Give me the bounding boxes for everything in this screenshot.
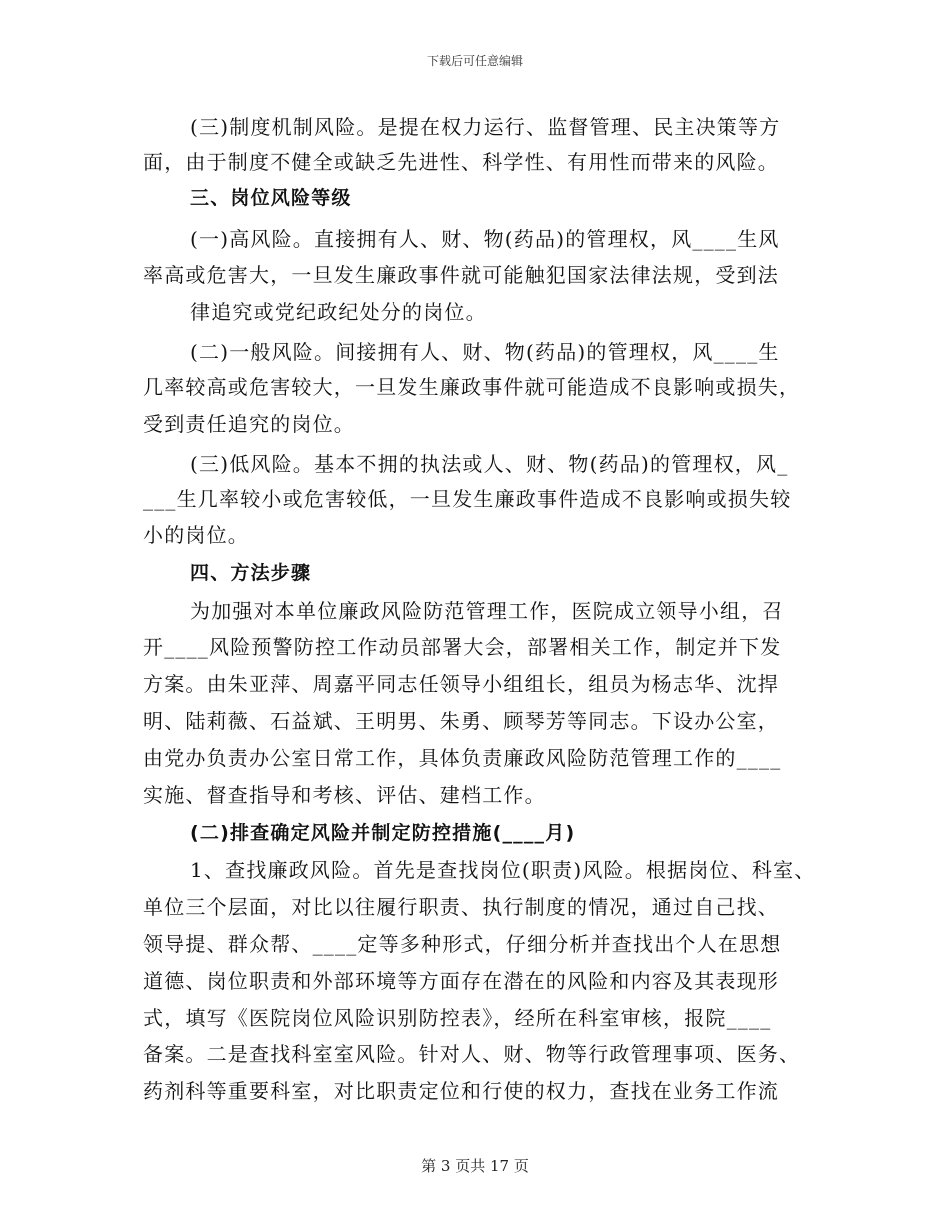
text-line: 明、陆莉薇、石益斌、王明男、朱勇、顾琴芳等同志。下设办公室， [143,709,779,733]
text-line: ___生几率较小或危害较低，一旦发生廉政事件造成不良影响或损失较 [143,487,792,511]
text-line: 为加强对本单位廉政风险防范管理工作，医院成立领导小组，召 [190,599,784,623]
text-line: 单位三个层面，对比以往履行职责、执行制度的情况，通过自己找、 [143,895,779,919]
text-line: 面，由于制度不健全或缺乏先进性、科学性、有用性而带来的风险。 [143,150,779,174]
text-line: 率高或危害大，一旦发生廉政事件就可能触犯国家法律法规，受到法 [143,263,779,287]
text-line: 领导提、群众帮、____定等多种形式，仔细分析并查找出个人在思想 [143,932,782,956]
text-line: 方案。由朱亚萍、周嘉平同志任领导小组组长，组员为杨志华、沈捍 [143,672,779,696]
text-line: 律追究或党纪政纪处分的岗位。 [190,300,487,324]
text-line: 几率较高或危害较大，一旦发生廉政事件就可能造成不良影响或损失， [143,375,801,399]
text-line: 小的岗位。 [143,523,249,547]
text-line: 道德、岗位职责和外部环境等方面存在潜在的风险和内容及其表现形 [143,969,779,993]
text-line: 由党办负责办公室日常工作，具体负责廉政风险防范管理工作的____ [143,746,782,770]
text-line: 受到责任追究的岗位。 [143,412,355,436]
page-footer: 第 3 页共 17 页 [421,1157,529,1175]
text-line: 备案。二是查找科室室风险。针对人、财、物等行政管理事项、医务、 [143,1042,801,1066]
text-line: 药剂科等重要科室，对比职责定位和行使的权力，查找在业务工作流 [143,1079,779,1103]
text-line: 实施、督查指导和考核、评估、建档工作。 [143,783,546,807]
section-heading: (二)排查确定风险并制定防控措施(____月) [190,822,576,844]
text-line: (一)高风险。直接拥有人、财、物(药品)的管理权，风____生风 [190,227,780,251]
text-line: 1、查找廉政风险。首先是查找岗位(职责)风险。根据岗位、科室、 [190,858,816,882]
section-heading: 四、方法步骤 [190,562,312,584]
text-line: 开____风险预警防控工作动员部署大会，部署相关工作，制定并下发 [143,635,782,659]
section-heading: 三、岗位风险等级 [190,187,352,209]
text-line: (二)一般风险。间接拥有人、财、物(药品)的管理权，风____生 [190,340,780,364]
page-header: 下载后可任意编辑 [426,54,523,68]
text-line: 式，填写《医院岗位风险识别防控表》，经所在科室审核，报院____ [143,1006,772,1030]
text-line: (三)制度机制风险。是提在权力运行、监督管理、民主决策等方 [190,115,781,139]
text-line: (三)低风险。基本不拥的执法或人、财、物(药品)的管理权，风_ [190,452,789,476]
